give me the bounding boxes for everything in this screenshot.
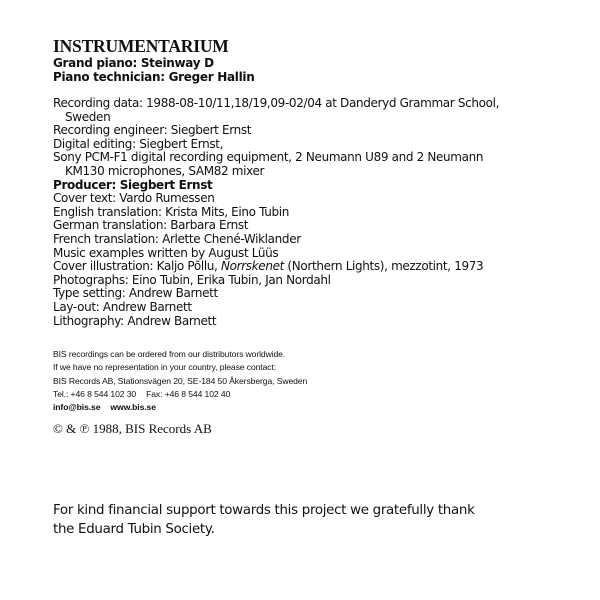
acknowledgement-line-1: For kind financial support towards this project we gratefully thank [53,503,475,518]
french-translation: French translation: Arlette Chené-Wiklander [53,231,301,246]
music-examples: Music examples written by August Lüüs [53,245,279,260]
equipment-cont: KM130 microphones, SAM82 mixer [65,163,265,178]
digital-editing: Digital editing: Siegbert Ernst, [53,136,224,151]
layout-credit: Lay-out: Andrew Barnett [53,299,192,314]
contact-web [53,401,593,414]
contact-phone-fax [53,388,593,401]
contact-info [53,348,593,414]
photographs: Photographs: Eino Tubin, Erika Tubin, Jan Nordahl [53,272,331,287]
lithography: Lithography: Andrew Barnett [53,313,217,328]
contact-fax: Fax: +46 8 544 102 40 [146,388,231,399]
german-translation: German translation: Barbara Ernst [53,218,249,233]
cover-illustration-title: Norrskenet [221,259,284,274]
recording-data: Recording data: 1988-08-10/11,18/19,09-02/04 at Danderyd Grammar School, [53,96,500,110]
cover-illustration-prefix: Cover illustration: Kaljo Põllu, [53,259,221,274]
contact-email-link[interactable]: info@bis.se [53,401,101,412]
contact-address: BIS Records AB, Stationsvägen 20, SE-184 50 Åkersberga, Sweden [53,375,308,386]
equipment: Sony PCM-F1 digital recording equipment, 2 Neumann U89 and 2 Neumann [53,150,484,165]
cover-illustration [53,260,593,274]
contact-tel: Tel.: +46 8 544 102 30 [53,388,137,399]
type-setting: Type setting: Andrew Barnett [53,286,218,301]
recording-data-cont: Sweden [65,109,111,124]
cover-text: Cover text: Vardo Rumessen [53,191,215,206]
recording-engineer: Recording engineer: Siegbert Ernst [53,123,252,138]
section-title: INSTRUMENTARIUM [53,36,229,56]
contact-website-link[interactable]: www.bis.se [110,401,156,412]
english-translation: English translation: Krista Mits, Eino Tubin [53,204,290,219]
producer: Producer: Siegbert Ernst [53,177,213,192]
credits-page [53,36,593,437]
copyright-notice: © & ℗ 1988, BIS Records AB [53,421,212,437]
piano-technician: Piano technician: Greger Hallin [53,70,255,84]
contact-line-1: BIS recordings can be ordered from our distributors worldwide. [53,349,286,360]
acknowledgement-line-2: the Eduard Tubin Society. [53,522,215,537]
acknowledgement [53,501,475,539]
cover-illustration-suffix: (Northern Lights), mezzotint, 1973 [283,259,484,274]
grand-piano: Grand piano: Steinway D [53,56,214,70]
contact-line-2: If we have no representation in your country, please contact: [53,362,277,373]
credits-list [53,97,593,328]
